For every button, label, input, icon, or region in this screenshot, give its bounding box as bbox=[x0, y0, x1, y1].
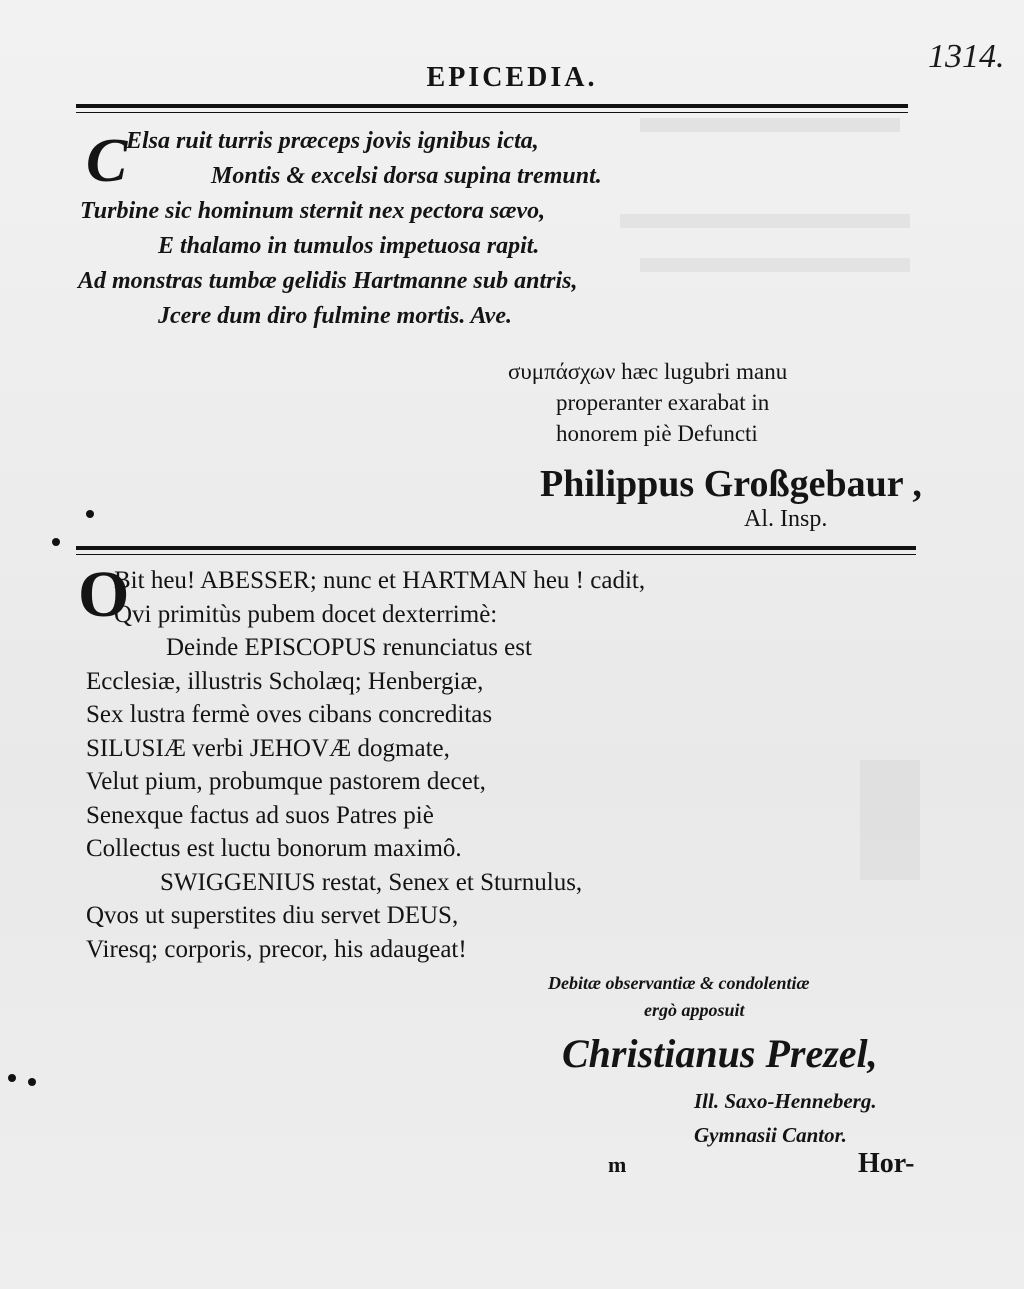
tribute-line: συμπάσχων hæc lugubri manu bbox=[508, 359, 788, 384]
verse-line: Bit heu! ABESSER; nunc et HARTMAN heu ! cadit, bbox=[114, 567, 646, 594]
signature-one-name: Philippus Großgebaur , bbox=[540, 463, 922, 505]
signature-two-title-line: Ill. Saxo-Henneberg. bbox=[694, 1089, 877, 1113]
dedication-line: ergò apposuit bbox=[644, 1000, 745, 1020]
verse-line: Elsa ruit turris præceps jovis ignibus icta, bbox=[126, 128, 539, 154]
verse-line: Qvi primitùs pubem docet dexterrimè: bbox=[114, 600, 498, 628]
poem-one bbox=[76, 124, 602, 334]
verse-line: Montis & excelsi dorsa supina tremunt. bbox=[211, 163, 602, 189]
signature-one-title: Al. Insp. bbox=[744, 506, 828, 532]
printer-dot bbox=[86, 510, 94, 518]
tribute bbox=[508, 356, 787, 449]
running-head: EPICEDIA. bbox=[426, 62, 598, 93]
verse-line: Senexque factus ad suos Patres piè bbox=[86, 801, 434, 829]
verse-line: Viresq; corporis, precor, his adaugeat! bbox=[86, 935, 467, 963]
verse-line: Deinde EPISCOPUS renunciatus est bbox=[166, 634, 532, 661]
middle-rule-thin bbox=[76, 554, 916, 555]
verse-line: Velut pium, probumque pastorem decet, bbox=[86, 768, 486, 795]
verse-line: E thalamo in tumulos impetuosa rapit. bbox=[158, 233, 540, 259]
show-through-mark bbox=[640, 258, 910, 272]
top-rule-thick bbox=[76, 104, 908, 108]
catchword: Hor- bbox=[858, 1148, 915, 1179]
verse-line: Ad monstras tumbæ gelidis Hartmanne sub antris, bbox=[78, 268, 578, 294]
signature-mark: m bbox=[608, 1152, 627, 1177]
drop-cap: O bbox=[78, 558, 130, 631]
printer-dot bbox=[28, 1078, 36, 1086]
verse-line: Jcere dum diro fulmine mortis. Ave. bbox=[158, 303, 512, 329]
folio-number: 1314. bbox=[928, 38, 1005, 75]
tribute-line: properanter exarabat in bbox=[556, 390, 770, 415]
printer-dot bbox=[52, 538, 60, 546]
verse-line: SWIGGENIUS restat, Senex et Sturnulus, bbox=[160, 868, 583, 896]
verse-line: Turbine sic hominum sternit nex pectora sævo, bbox=[80, 198, 546, 224]
tribute-line: honorem piè Defuncti bbox=[556, 421, 758, 446]
dedication-line: Debitæ observantiæ & condolentiæ bbox=[548, 973, 810, 993]
printer-dot bbox=[8, 1074, 16, 1082]
middle-rule-thick bbox=[76, 546, 916, 550]
verse-line: Sex lustra fermè oves cibans concreditas bbox=[86, 701, 493, 728]
drop-cap: C bbox=[86, 127, 128, 195]
signature-two-name: Christianus Prezel, bbox=[562, 1031, 878, 1076]
verse-line: Qvos ut superstites diu servet DEUS, bbox=[86, 902, 459, 929]
verse-line: Ecclesiæ, illustris Scholæq; Henbergiæ, bbox=[86, 667, 484, 695]
dedication bbox=[548, 970, 810, 1024]
signature-two-title bbox=[694, 1084, 877, 1152]
verse-line: SILUSIÆ verbi JEHOVÆ dogmate, bbox=[86, 734, 450, 762]
signature-two-title-line: Gymnasii Cantor. bbox=[694, 1123, 847, 1147]
verse-line: Collectus est luctu bonorum maximô. bbox=[86, 835, 462, 862]
poem-two bbox=[78, 558, 646, 966]
top-rule-thin bbox=[76, 112, 908, 113]
show-through-mark bbox=[860, 760, 920, 880]
show-through-mark bbox=[640, 118, 900, 132]
show-through-mark bbox=[620, 214, 910, 228]
